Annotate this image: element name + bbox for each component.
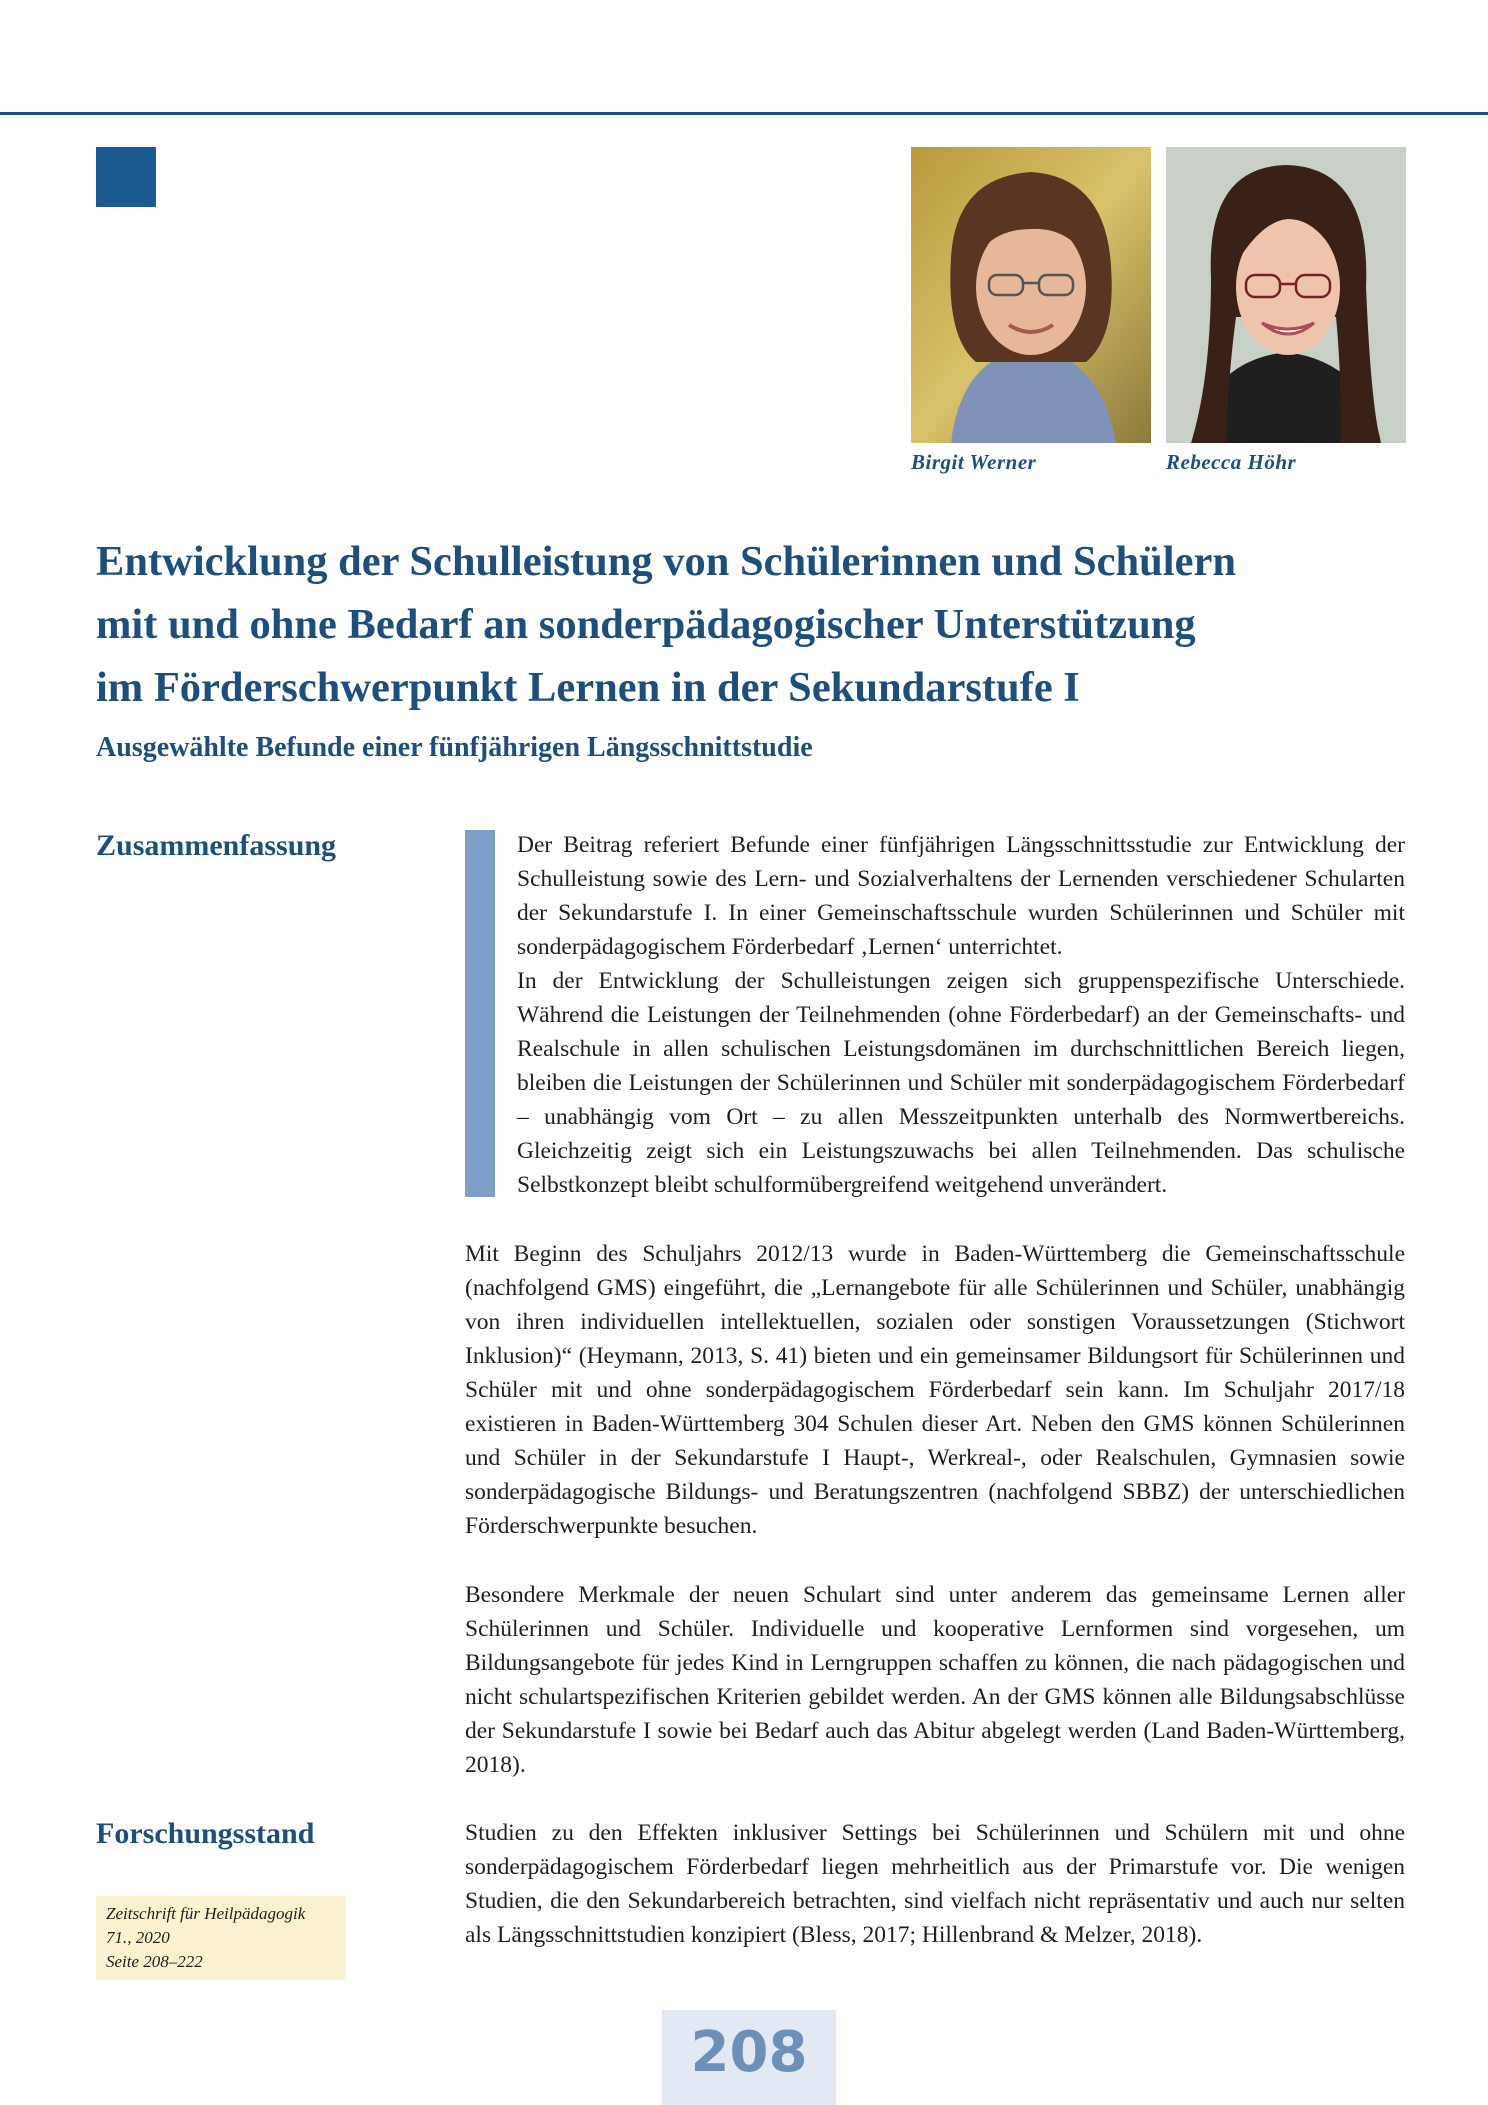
abstract-text [517, 828, 1405, 1202]
author-photo-birgit-werner [911, 147, 1151, 443]
author-caption-1: Birgit Werner [911, 450, 1037, 474]
article-title [96, 530, 1426, 719]
top-rule [0, 112, 1488, 115]
author-caption-2: Rebecca Höhr [1166, 450, 1297, 474]
body-paragraph-3: Studien zu den Effekten inklusiver Settings bei Schülerinnen und Schülern mit und ohne sonderpädagogischem Förderbedarf liegen mehrheitlich aus der Primarstufe vor. Die wenigen Studien, die den Sekundarbereich betrachten, sind vielfach nicht repräsentativ und auch nur selten als Längsschnittstudien konzipiert (Bless, 2017; Hillenbrand & Melzer, 2018). [465, 1820, 1405, 1948]
body-paragraph-1: Mit Beginn des Schuljahrs 2012/13 wurde in Baden-Württemberg die Gemeinschaftsschule (nachfolgend GMS) eingeführt, die „Lernangebote für alle Schülerinnen und Schüler, unabhängig von ihren individuellen intellektuellen, sozialen oder sonstigen Voraussetzungen (Stichwort Inklusion)“ (Heymann, 2013, S. 41) bieten und ein gemeinsamer Bildungsort für Schülerinnen und Schüler mit und ohne sonderpädagogischem Förderbedarf sein kann. Im Schuljahr 2017/18 existieren in Baden-Württemberg 304 Schulen dieser Art. Neben den GMS können Schülerinnen und Schüler in der Sekundarstufe I Haupt-, Werkreal-, oder Realschulen, Gymnasien sowie sonderpädagogische Bildungs- und Beratungszentren (nachfolgend SBBZ) der unterschiedlichen Förderschwerpunkte besuchen. [465, 1241, 1405, 1539]
abstract-paragraph-2: In der Entwicklung der Schulleistungen zeigen sich gruppenspezifische Unterschiede. Während die Leistungen der Teilnehmenden (ohne Förderbedarf) an der Gemeinschafts- und Realschule in allen schulischen Leistungsdomänen im durchschnittlichen Bereich liegen, bleiben die Leistungen der Schülerinnen und Schüler mit sonderpädagogischem Förderbedarf – unabhängig vom Ort – zu allen Messzeitpunkten unterhalb des Normwertbereichs. Gleichzeitig zeigt sich ein Leistungszuwachs bei allen Teilnehmenden. Das schulische Selbstkonzept bleibt schulformübergreifend weitgehend unverändert. [517, 968, 1405, 1198]
section-heading-abstract: Zusammenfassung [96, 829, 337, 862]
body-paragraph-2: Besondere Merkmale der neuen Schulart sind unter anderem das gemeinsame Lernen aller Schülerinnen und Schüler. Individuelle und kooperative Lernformen sind vorgesehen, um Bildungsangebote für jedes Kind in Lerngruppen schaffen zu können, die nach pädagogischen und nicht schulartspezifischen Kriterien gebildet werden. An der GMS können alle Bildungsabschlüsse der Sekundarstufe I sowie bei Bedarf auch das Abitur abgelegt werden (Land Baden-Württemberg, 2018). [465, 1582, 1405, 1778]
section-heading-research: Forschungsstand [96, 1817, 315, 1850]
abstract-accent-bar [465, 830, 495, 1197]
journal-name: Zeitschrift für Heilpädagogik [106, 1904, 306, 1923]
page-number-box [662, 2010, 836, 2105]
section-marker-square [96, 147, 156, 207]
abstract-paragraph-1: Der Beitrag referiert Befunde einer fünfjährigen Längsschnittsstudie zur Entwicklung der Schulleistung sowie des Lern- und Sozialverhaltens der Lernenden verschiedener Schularten der Sekundarstufe I. In einer Gemeinschaftsschule wurden Schülerinnen und Schüler mit sonderpädagogischem Förderbedarf ‚Lernen‘ unterrichtet. [517, 832, 1405, 960]
author-photo-rebecca-hoehr [1166, 147, 1406, 443]
title-line-3: im Förderschwerpunkt Lernen in der Sekundarstufe I [96, 664, 1080, 711]
journal-pages: Seite 208–222 [106, 1952, 203, 1971]
page-number: 208 [690, 2020, 808, 2085]
article-subtitle: Ausgewählte Befunde einer fünfjährigen Längsschnittstudie [96, 732, 813, 763]
title-line-1: Entwicklung der Schulleistung von Schülerinnen und Schülern [96, 538, 1236, 585]
journal-citation-box [96, 1896, 346, 1980]
journal-volume: 71., 2020 [106, 1928, 170, 1947]
title-line-2: mit und ohne Bedarf an sonderpädagogischer Unterstützung [96, 601, 1196, 648]
